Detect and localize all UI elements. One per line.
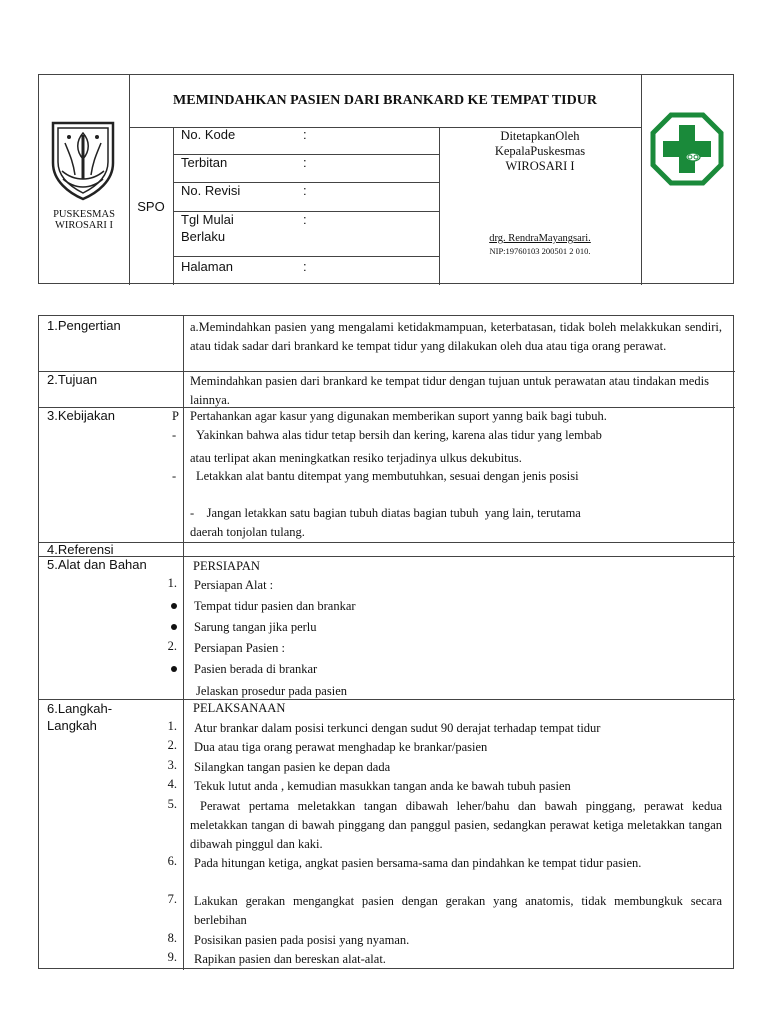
regency-emblem-icon (45, 119, 121, 201)
bullet-icon (171, 666, 177, 672)
label-tujuan: 2.Tujuan (47, 372, 98, 387)
bullet-icon (171, 603, 177, 609)
kebijakan-item3: Letakkan alat bantu ditempat yang membutuhkan, sesuai dengan jenis posisi (196, 469, 579, 483)
field-label: Terbitan (181, 155, 228, 170)
step-number: 7. (167, 892, 177, 906)
field-colon: : (303, 127, 307, 142)
step-number: 8. (167, 931, 177, 945)
pengertian-text: a.Memindahkan pasien yang mengalami ketidakmampuan, keterbatasan, tidak boleh melakkukan sendiri, atau tidak sadar dari brankard ke tempat tidur yang dilakukan oleh dua atau tiga orang perawat. (190, 320, 722, 353)
field-colon: : (303, 212, 307, 227)
label-alat-bahan: 5.Alat dan Bahan (47, 557, 147, 572)
list-item: Sarung tangan jika perlu (194, 620, 317, 634)
step-number: 2. (167, 738, 177, 752)
field-label: Halaman (181, 259, 234, 274)
kebijakan-item4a: - Jangan letakkan satu bagian tubuh diatas bagian tubuh yang lain, terutama (190, 506, 581, 520)
health-logo-area (641, 75, 735, 285)
step-text: Tekuk lutut anda , kemudian masukkan tangan anda ke bawah tubuh pasien (194, 779, 571, 793)
label-langkah-line2: Langkah (47, 718, 97, 733)
field-colon: : (303, 183, 307, 198)
step-text: Lakukan gerakan mengangkat pasien dengan gerakan yang anatomis, tidak membungkuk secara berlebihan (194, 894, 722, 927)
step-text: Rapikan pasien dan bereskan alat-alat. (194, 952, 386, 966)
step-text: Pada hitungan ketiga, angkat pasien bersama-sama dan pindahkan ke tempat tidur pasien. (194, 856, 642, 870)
signer-name: drg. RendraMayangsari. (489, 233, 591, 244)
kebijakan-line1: Pertahankan agar kasur yang digunakan memberikan suport yanng baik bagi tubuh. (190, 409, 607, 423)
field-label-line2: Berlaku (181, 229, 226, 244)
kebijakan-item2a: Yakinkan bahwa alas tidur tetap bersih dan kering, karena alas tidur yang lembab (196, 428, 602, 442)
signer-block (439, 127, 641, 257)
step-text: Silangkan tangan pasien ke depan dada (194, 760, 391, 774)
step-number: 4. (167, 777, 177, 791)
puskesmas-logo-area (39, 75, 129, 285)
step-number: 1. (167, 719, 177, 733)
field-label: No. Kode (181, 127, 236, 142)
list-item: Pasien berada di brankar (194, 662, 318, 676)
procedure-table (38, 315, 734, 969)
kebijakan-dash: - (172, 469, 177, 483)
list-item: Persiapan Pasien : (194, 641, 285, 655)
signer-line1: DitetapkanOleh (500, 129, 580, 143)
signer-line2: KepalaPuskesmas (494, 144, 586, 158)
document-title: MEMINDAHKAN PASIEN DARI BRANKARD KE TEMPAT TIDUR (173, 93, 597, 108)
label-kebijakan: 3.Kebijakan (47, 408, 115, 423)
field-colon: : (303, 259, 307, 274)
tujuan-text: Memindahkan pasien dari brankard ke tempat tidur dengan tujuan untuk perawatan atau tindakan medis lainnya. (190, 374, 709, 407)
step-text: Perawat pertama meletakkan tangan dibawah leher/bahu dan bawah pinggang, perawat kedua meletakkan tangan di bawah pinggang dan panggul pasien, sedangkan perawat ketiga meletakkan tangan dibawah pinggul dan kaki. (190, 799, 722, 851)
list-item: Jelaskan prosedur pada pasien (196, 684, 347, 698)
step-number: 9. (167, 950, 177, 964)
list-number: 1. (167, 576, 177, 590)
step-number: 3. (167, 758, 177, 772)
health-cross-logo-icon (649, 111, 725, 187)
step-text: Posisikan pasien pada posisi yang nyaman. (194, 933, 410, 947)
signer-line3: WIROSARI I (505, 159, 575, 173)
step-number: 6. (167, 854, 177, 868)
field-label: No. Revisi (181, 183, 241, 198)
step-text: Atur brankar dalam posisi terkunci dengan sudut 90 derajat terhadap tempat tidur (194, 721, 601, 735)
header-block (38, 74, 734, 284)
label-langkah-line1: 6.Langkah- (47, 701, 113, 716)
persiapan-heading: PERSIAPAN (193, 559, 260, 573)
field-colon: : (303, 155, 307, 170)
step-number: 5. (167, 797, 177, 811)
kebijakan-marker-p: P (172, 409, 179, 423)
list-item: Persiapan Alat : (194, 578, 274, 592)
field-label: Tgl Mulai (181, 212, 234, 227)
pelaksanaan-heading: PELAKSANAAN (193, 701, 286, 715)
puskesmas-name-line2: WIROSARI I (54, 220, 114, 231)
list-item: Tempat tidur pasien dan brankar (194, 599, 356, 613)
kebijakan-dash: - (172, 428, 177, 442)
list-number: 2. (167, 639, 177, 653)
kebijakan-item4b: daerah tonjolan tulang. (190, 525, 305, 539)
label-referensi: 4.Referensi (47, 542, 114, 557)
spo-label: SPO (137, 198, 165, 214)
label-pengertian: 1.Pengertian (47, 318, 121, 333)
step-text: Dua atau tiga orang perawat menghadap ke brankar/pasien (194, 740, 488, 754)
bullet-icon (171, 624, 177, 630)
kebijakan-item2b: atau terlipat akan meningkatkan resiko terjadinya ulkus dekubitus. (190, 451, 522, 465)
signer-nip: NIP:19760103 200501 2 010. (489, 246, 591, 256)
puskesmas-name-line1: PUSKESMAS (53, 209, 115, 220)
